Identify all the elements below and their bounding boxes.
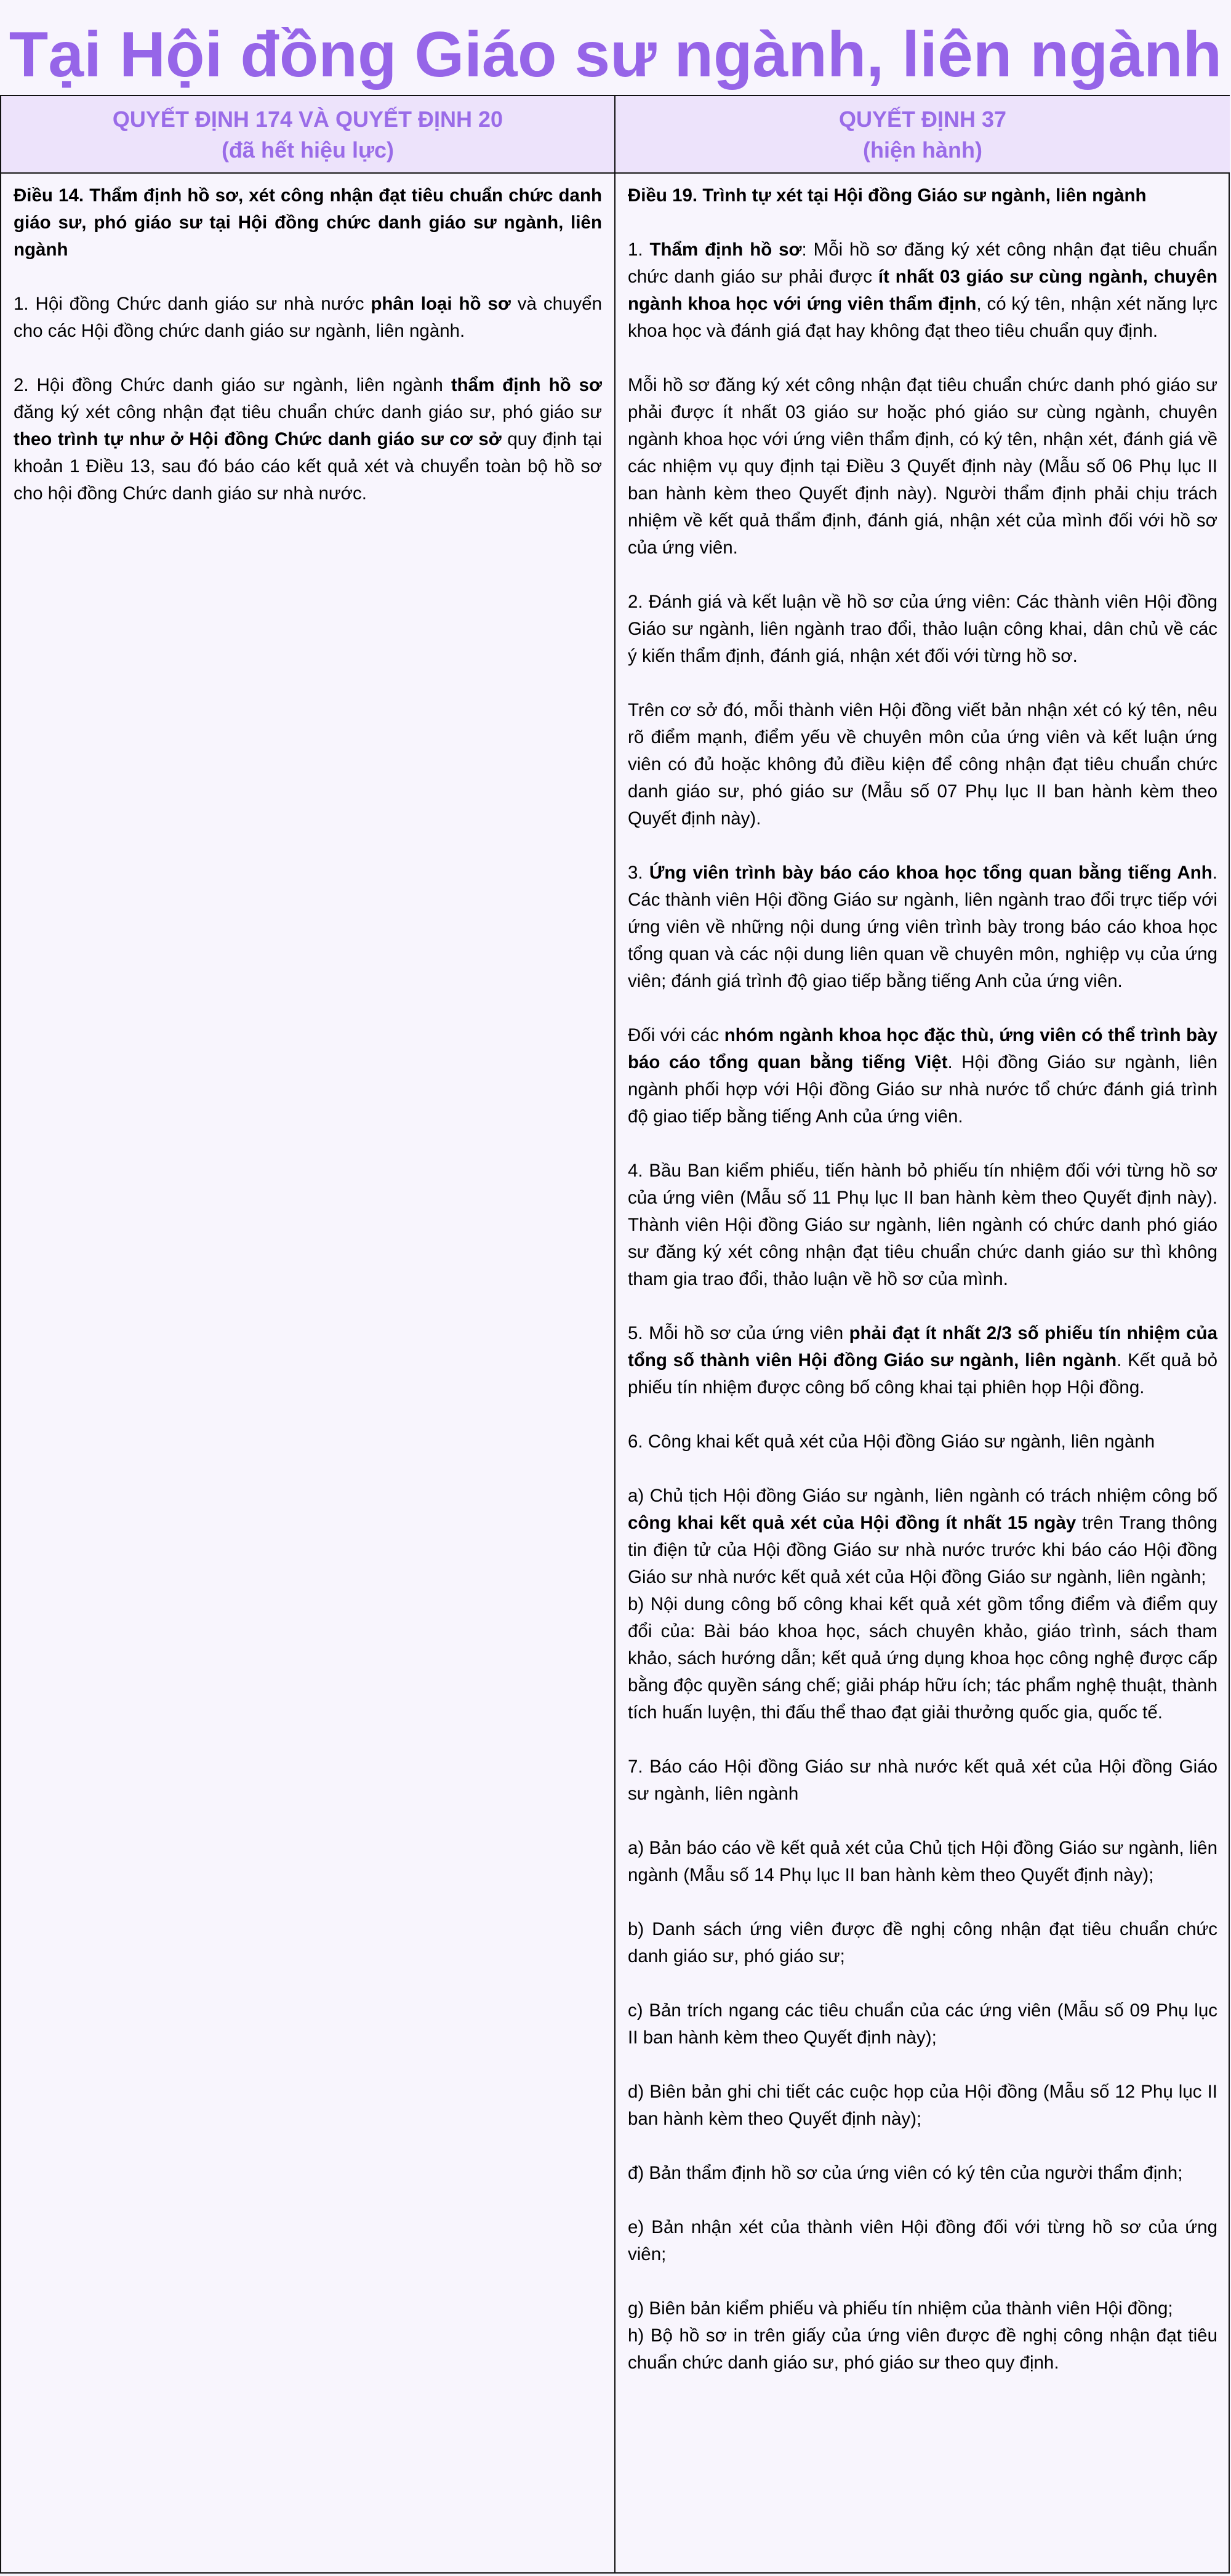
article-19-clause-7h: h) Bộ hồ sơ in trên giấy của ứng viên được đề nghị công nhận đạt tiêu chuẩn chức danh giáo sư, phó giáo sư theo quy định. bbox=[628, 2325, 1217, 2373]
article-14-clause-2: 2. Hội đồng Chức danh giáo sư ngành, liên ngành thẩm định hồ sơ đăng ký xét công nhận đạt tiêu chuẩn chức danh giáo sư, phó giáo sư theo trình tự như ở Hội đồng Chức danh giáo sư cơ sở quy định tại khoản 1 Điều 13, sau đó báo cáo kết quả xét và chuyển toàn bộ hồ sơ cho hội đồng Chức danh giáo sư nhà nước. bbox=[14, 375, 602, 504]
article-19-clause-6: 6. Công khai kết quả xét của Hội đồng Giáo sư ngành, liên ngành bbox=[628, 1431, 1155, 1452]
article-19-clause-4: 4. Bầu Ban kiểm phiếu, tiến hành bỏ phiếu tín nhiệm đối với từng hồ sơ của ứng viên (Mẫu số 11 Phụ lục II ban hành kèm theo Quyết định này). Thành viên Hội đồng Giáo sư ngành, liên ngành có chức danh phó giáo sư đăng ký xét công nhận đạt tiêu chuẩn chức danh giáo sư thì không tham gia trao đổi, thảo luận về hồ sơ của mình. bbox=[628, 1161, 1217, 1289]
article-19-clause-6a: a) Chủ tịch Hội đồng Giáo sư ngành, liên ngành có trách nhiệm công bố công khai kết quả xét của Hội đồng ít nhất 15 ngày trên Trang thông tin điện tử của Hội đồng Giáo sư nhà nước trước khi báo cáo Hội đồng Giáo sư nhà nước kết quả xét của Hội đồng Giáo sư ngành, liên ngành; bbox=[628, 1486, 1217, 1587]
column-header-old-title: QUYẾT ĐỊNH 174 VÀ QUYẾT ĐỊNH 20 bbox=[112, 107, 503, 132]
article-19-clause-7c: c) Bản trích ngang các tiêu chuẩn của các ứng viên (Mẫu số 09 Phụ lục II ban hành kèm theo Quyết định này); bbox=[628, 2000, 1217, 2048]
article-19-clause-3-para-2: Đối với các nhóm ngành khoa học đặc thù, ứng viên có thể trình bày báo cáo tổng quan bằng tiếng Việt. Hội đồng Giáo sư ngành, liên ngành phối hợp với Hội đồng Giáo sư nhà nước tổ chức đánh giá trình độ giao tiếp bằng tiếng Anh của ứng viên. bbox=[628, 1025, 1217, 1127]
article-19-clause-3: 3. Ứng viên trình bày báo cáo khoa học tổng quan bằng tiếng Anh. Các thành viên Hội đồng Giáo sư ngành, liên ngành trao đổi trực tiếp với ứng viên về những nội dung ứng viên trình bày trong báo cáo khoa học tổng quan và các nội dung liên quan về chuyên môn, nghiệp vụ của ứng viên; đánh giá trình độ giao tiếp bằng tiếng Anh của ứng viên. bbox=[628, 863, 1217, 991]
comparison-table bbox=[0, 95, 1230, 2574]
article-19-clause-5: 5. Mỗi hồ sơ của ứng viên phải đạt ít nhất 2/3 số phiếu tín nhiệm của tổng số thành viên Hội đồng Giáo sư ngành, liên ngành. Kết quả bỏ phiếu tín nhiệm được công bố công khai tại phiên họp Hội đồng. bbox=[628, 1323, 1217, 1398]
column-header-old bbox=[1, 96, 616, 174]
article-14-heading: Điều 14. Thẩm định hồ sơ, xét công nhận đạt tiêu chuẩn chức danh giáo sư, phó giáo sư tại Hội đồng chức danh giáo sư ngành, liên ngành bbox=[14, 185, 602, 260]
article-19-clause-2: 2. Đánh giá và kết luận về hồ sơ của ứng viên: Các thành viên Hội đồng Giáo sư ngành, liên ngành trao đổi, thảo luận công khai, dân chủ về các ý kiến thẩm định, đánh giá, nhận xét đối với từng hồ sơ. bbox=[628, 592, 1217, 666]
column-header-current-title: QUYẾT ĐỊNH 37 bbox=[838, 107, 1007, 132]
current-regulation-cell bbox=[616, 174, 1230, 2572]
article-19-heading: Điều 19. Trình tự xét tại Hội đồng Giáo sư ngành, liên ngành bbox=[628, 185, 1147, 206]
column-header-current bbox=[616, 96, 1230, 174]
column-header-current-status: (hiện hành) bbox=[863, 137, 982, 163]
page-title: Tại Hội đồng Giáo sư ngành, liên ngành bbox=[9, 19, 1222, 91]
article-19-clause-7d: d) Biên bản ghi chi tiết các cuộc họp của Hội đồng (Mẫu số 12 Phụ lục II ban hành kèm theo Quyết định này); bbox=[628, 2082, 1217, 2129]
article-19-clause-7a: a) Bản báo cáo về kết quả xét của Chủ tịch Hội đồng Giáo sư ngành, liên ngành (Mẫu số 14 Phụ lục II ban hành kèm theo Quyết định này); bbox=[628, 1838, 1217, 1885]
article-14-clause-1: 1. Hội đồng Chức danh giáo sư nhà nước phân loại hồ sơ và chuyển cho các Hội đồng chức danh giáo sư ngành, liên ngành. bbox=[14, 294, 602, 341]
article-19-clause-7e: e) Bản nhận xét của thành viên Hội đồng đối với từng hồ sơ của ứng viên; bbox=[628, 2217, 1217, 2264]
article-19-clause-6b: b) Nội dung công bố công khai kết quả xét gồm tổng điểm và điểm quy đổi của: Bài báo khoa học, sách chuyên khảo, giáo trình, sách tham khảo, sách hướng dẫn; kết quả ứng dụng khoa học công nghệ được cấp bằng độc quyền sáng chế; giải pháp hữu ích; tác phẩm nghệ thuật, thành tích huấn luyện, thi đấu thể thao đạt giải thưởng quốc gia, quốc tế. bbox=[628, 1594, 1217, 1723]
article-19-clause-1: 1. Thẩm định hồ sơ: Mỗi hồ sơ đăng ký xét công nhận đạt tiêu chuẩn chức danh giáo sư phải được ít nhất 03 giáo sư cùng ngành, chuyên ngành khoa học với ứng viên thẩm định, có ký tên, nhận xét năng lực khoa học và đánh giá đạt hay không đạt theo tiêu chuẩn quy định. bbox=[628, 239, 1217, 341]
column-header-old-status: (đã hết hiệu lực) bbox=[221, 137, 395, 163]
article-19-clause-7: 7. Báo cáo Hội đồng Giáo sư nhà nước kết quả xét của Hội đồng Giáo sư ngành, liên ngành bbox=[628, 1757, 1217, 1804]
article-19-clause-7g: g) Biên bản kiểm phiếu và phiếu tín nhiệm của thành viên Hội đồng; bbox=[628, 2298, 1173, 2319]
article-19-clause-1-para-2: Mỗi hồ sơ đăng ký xét công nhận đạt tiêu chuẩn chức danh phó giáo sư phải được ít nhất 03 giáo sư hoặc phó giáo sư cùng ngành, chuyên ngành khoa học với ứng viên thẩm định, có ký tên, nhận xét, đánh giá về các nhiệm vụ quy định tại Điều 3 Quyết định này (Mẫu số 06 Phụ lục II ban hành kèm theo Quyết định này). Người thẩm định phải chịu trách nhiệm về kết quả thẩm định, đánh giá, nhận xét của mình đối với hồ sơ của ứng viên. bbox=[628, 375, 1217, 558]
article-19-clause-7dd: đ) Bản thẩm định hồ sơ của ứng viên có ký tên của người thẩm định; bbox=[628, 2163, 1183, 2183]
old-regulation-cell bbox=[1, 174, 616, 2572]
article-19-clause-7b: b) Danh sách ứng viên được đề nghị công nhận đạt tiêu chuẩn chức danh giáo sư, phó giáo sư; bbox=[628, 1919, 1217, 1966]
article-19-clause-2-para-2: Trên cơ sở đó, mỗi thành viên Hội đồng viết bản nhận xét có ký tên, nêu rõ điểm mạnh, điểm yếu về chuyên môn của ứng viên và kết luận ứng viên có đủ hoặc không đủ điều kiện để công nhận đạt tiêu chuẩn chức danh giáo sư, phó giáo sư (Mẫu số 07 Phụ lục II ban hành kèm theo Quyết định này). bbox=[628, 700, 1217, 829]
